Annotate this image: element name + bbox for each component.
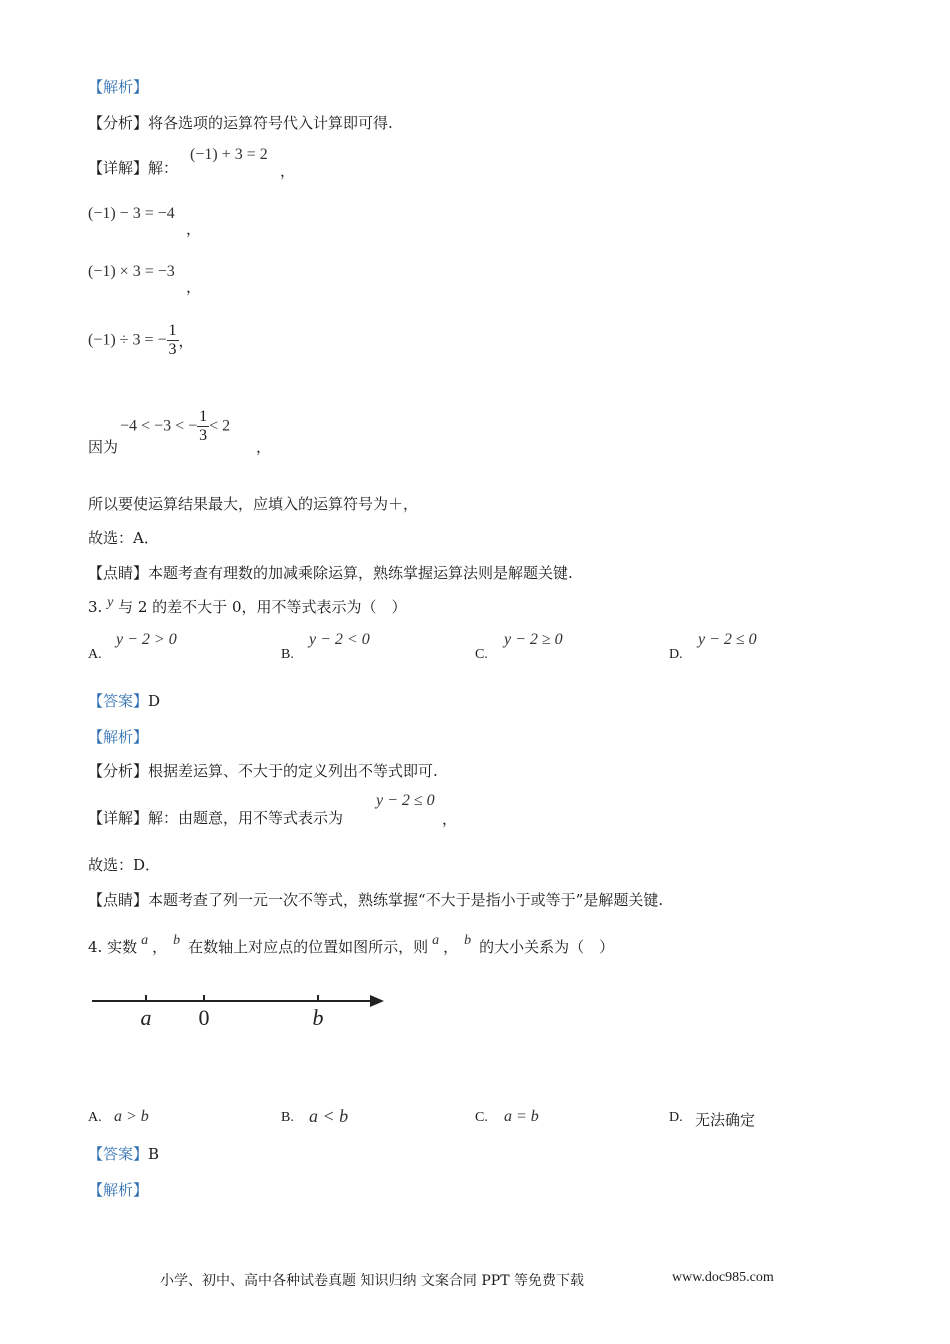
inequality-left: −4 < −3 < − xyxy=(120,417,198,435)
xiangjie-text: 解：由题意，用不等式表示为 xyxy=(148,809,344,827)
number-line-figure xyxy=(88,985,388,1035)
label-b: b xyxy=(312,1005,324,1030)
option-a-expr: a > b xyxy=(114,1108,149,1125)
variable-a: a xyxy=(432,933,440,948)
xiangjie-line-1 xyxy=(88,158,178,178)
equation-divide-left: (−1) ÷ 3 = − xyxy=(88,331,167,349)
equation-subtract: (−1) − 3 = −4 xyxy=(88,205,175,222)
jiexi-label-4: 【解析】 xyxy=(88,1181,149,1199)
choose-line-1: 故选：A． xyxy=(88,529,159,547)
question-3-text: 与 2 的差不大于 0，用不等式表示为（ ） xyxy=(118,598,407,616)
xiangjie-expr: y − 2 ≤ 0 xyxy=(376,792,435,809)
option-a-expr: y − 2 > 0 xyxy=(116,631,177,648)
option-a-label: A. xyxy=(88,1110,102,1125)
option-b-expr: a < b xyxy=(309,1106,349,1126)
dianjing-text: 本题考查有理数的加减乘除运算，熟练掌握运算法则是解题关键. xyxy=(148,564,573,582)
option-d-expr: y − 2 ≤ 0 xyxy=(698,631,757,648)
option-d-label: D. xyxy=(669,1110,683,1125)
option-d-text: 无法确定 xyxy=(695,1111,756,1129)
fraction-one-third xyxy=(197,408,209,445)
variable-b: b xyxy=(464,933,472,948)
answer-line-4 xyxy=(88,1144,159,1164)
answer-tag: 【答案】 xyxy=(88,1145,149,1163)
option-b-label: B. xyxy=(281,647,294,662)
equation-divide xyxy=(88,322,194,359)
equation-add: (−1) + 3 = 2 xyxy=(190,146,268,163)
question-number: 4. 实数 xyxy=(88,938,138,956)
question-3-stem xyxy=(88,597,407,619)
choose-line-3: 故选：D． xyxy=(88,856,161,874)
jiexi-label-1: 【解析】 xyxy=(88,78,149,96)
equation-multiply: (−1) × 3 = −3 xyxy=(88,263,175,280)
answer-value: B xyxy=(148,1145,160,1163)
comma: ， xyxy=(280,162,296,180)
fraction-denominator: 3 xyxy=(199,427,208,444)
comma: ， xyxy=(256,438,272,456)
because-label: 因为 xyxy=(88,438,119,456)
dianjing-tag: 【点睛】 xyxy=(88,891,149,909)
xiangjie-tag: 【详解】 xyxy=(88,809,149,827)
option-c-expr: y − 2 ≥ 0 xyxy=(504,631,563,648)
fenxi-text: 将各选项的运算符号代入计算即可得. xyxy=(148,114,393,132)
fraction-one-third xyxy=(167,322,179,359)
option-b-expr: y − 2 < 0 xyxy=(309,631,370,648)
comma: ， xyxy=(186,220,202,238)
fenxi-tag: 【分析】 xyxy=(88,114,149,132)
question-number: 3. xyxy=(88,598,103,616)
separator: ， xyxy=(443,938,459,956)
comma: ， xyxy=(442,810,458,828)
jiexi-label-3: 【解析】 xyxy=(88,728,149,746)
number-line-arrow xyxy=(370,995,384,1007)
option-d-label: D. xyxy=(669,647,683,662)
option-c-label: C. xyxy=(475,647,488,662)
fenxi-tag: 【分析】 xyxy=(88,762,149,780)
label-a: a xyxy=(140,1005,152,1030)
variable-b: b xyxy=(173,933,181,948)
fenxi-line-1 xyxy=(88,113,393,133)
answer-value: D xyxy=(148,692,161,710)
separator: ， xyxy=(152,938,168,956)
variable-y: y xyxy=(107,595,114,610)
option-a-label: A. xyxy=(88,647,102,662)
xiangjie-tag: 【详解】 xyxy=(88,159,149,177)
dianjing-line-1 xyxy=(88,563,573,583)
answer-tag: 【答案】 xyxy=(88,692,149,710)
footer-text: 小学、初中、高中各种试卷真题 知识归纳 文案合同 PPT 等免费下载 xyxy=(160,1273,584,1289)
dianjing-tag: 【点睛】 xyxy=(88,564,149,582)
fraction-denominator: 3 xyxy=(168,341,177,358)
comma: ， xyxy=(186,278,202,296)
dianjing-line-3 xyxy=(88,890,663,910)
conclusion-line: 所以要使运算结果最大，应填入的运算符号为＋， xyxy=(88,495,419,513)
option-b-label: B. xyxy=(281,1110,294,1125)
question-4-mid: 在数轴上对应点的位置如图所示，则 xyxy=(188,938,429,956)
fenxi-line-3 xyxy=(88,761,438,781)
fraction-numerator: 1 xyxy=(168,322,177,339)
label-zero: 0 xyxy=(198,1005,210,1030)
option-c-label: C. xyxy=(475,1110,488,1125)
footer-url[interactable]: www.doc985.com xyxy=(672,1270,774,1285)
fenxi-text: 根据差运算、不大于的定义列出不等式即可. xyxy=(148,762,438,780)
variable-a: a xyxy=(141,933,149,948)
fraction-numerator: 1 xyxy=(199,408,208,425)
question-4-stem xyxy=(88,933,615,959)
answer-line-3 xyxy=(88,691,160,711)
inequality-chain xyxy=(120,408,230,445)
option-c-expr: a = b xyxy=(504,1108,539,1125)
question-4-end: 的大小关系为（ ） xyxy=(479,938,615,956)
xiangjie-text: 解： xyxy=(148,159,179,177)
comma: ， xyxy=(178,332,194,350)
xiangjie-line-3 xyxy=(88,808,343,828)
dianjing-text: 本题考查了列一元一次不等式，熟练掌握“不大于是指小于或等于”是解题关键. xyxy=(148,891,664,909)
inequality-right: < 2 xyxy=(209,417,231,435)
